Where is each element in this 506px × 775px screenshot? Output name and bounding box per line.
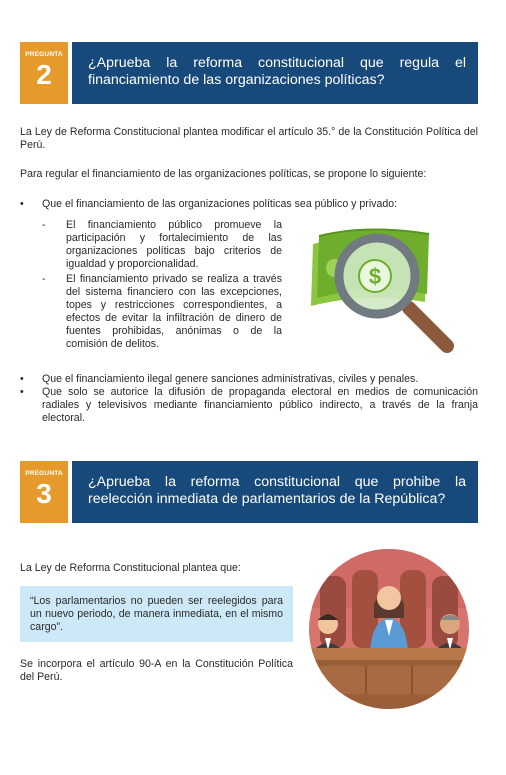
q3-outro: Se incorpora el artículo 90-A en la Constitución Política del Perú. xyxy=(20,658,293,683)
question-2-header xyxy=(20,42,478,104)
q3-quote-box: “Los parlamentarios no pueden ser reelegidos para un nuevo periodo, de manera inmediata, en el mismo cargo”. xyxy=(20,586,293,642)
dollar-icon: $ xyxy=(368,264,382,289)
money-magnifier-illustration xyxy=(305,228,465,358)
badge-label: PREGUNTA xyxy=(25,51,63,58)
seat-icon xyxy=(320,576,346,648)
list-item: • Que el financiamiento ilegal genere sanciones administrativas, civiles y penales. xyxy=(20,373,478,386)
q3-intro: La Ley de Reforma Constitucional plantea que: xyxy=(20,562,241,574)
q2-sublist xyxy=(42,219,282,353)
badge-number: 3 xyxy=(36,478,52,509)
list-item: - El financiamiento privado se realiza a través del sistema financiero con las excepciones, topes y restricciones correspondientes, a efectos de evitar la infiltración de dinero de fuentes prohibidas, anónimas o de la comisión de delitos. xyxy=(42,273,282,351)
seat-icon xyxy=(432,576,458,648)
magnifier-icon xyxy=(339,238,447,346)
question-3-header xyxy=(20,461,478,523)
desk-top xyxy=(308,648,470,660)
list-item: • Que el financiamiento de las organizaciones políticas sea público y privado: xyxy=(20,198,478,211)
q2-intro: La Ley de Reforma Constitucional plantea modificar el artículo 35.° de la Constitución Política del Perú. xyxy=(20,126,478,151)
q2-lead: Para regular el financiamiento de las organizaciones políticas, se propone lo siguiente: xyxy=(20,168,427,180)
q2-bullet-list-b xyxy=(20,373,478,425)
badge-label: PREGUNTA xyxy=(25,470,63,477)
q2-bullet-list-a xyxy=(20,198,478,211)
question-3-title: ¿Aprueba la reforma constitucional que prohibe la reelección inmediata de parlamentarios de la República? xyxy=(72,461,478,523)
question-2-badge xyxy=(20,42,68,104)
list-item: • Que solo se autorice la difusión de propaganda electoral en medios de comunicación radiales y televisivos mediante financiamiento público indirecto, a través de la franja electoral. xyxy=(20,386,478,425)
parliament-illustration xyxy=(308,548,470,710)
badge-number: 2 xyxy=(36,59,52,90)
question-2-title: ¿Aprueba la reforma constitucional que regula el financiamiento de las organizaciones políticas? xyxy=(72,42,478,104)
list-item: - El financiamiento público promueve la participación y fortalecimiento de las organizaciones políticas bajo criterios de igualdad y proporcionalidad. xyxy=(42,219,282,271)
question-3-badge xyxy=(20,461,68,523)
